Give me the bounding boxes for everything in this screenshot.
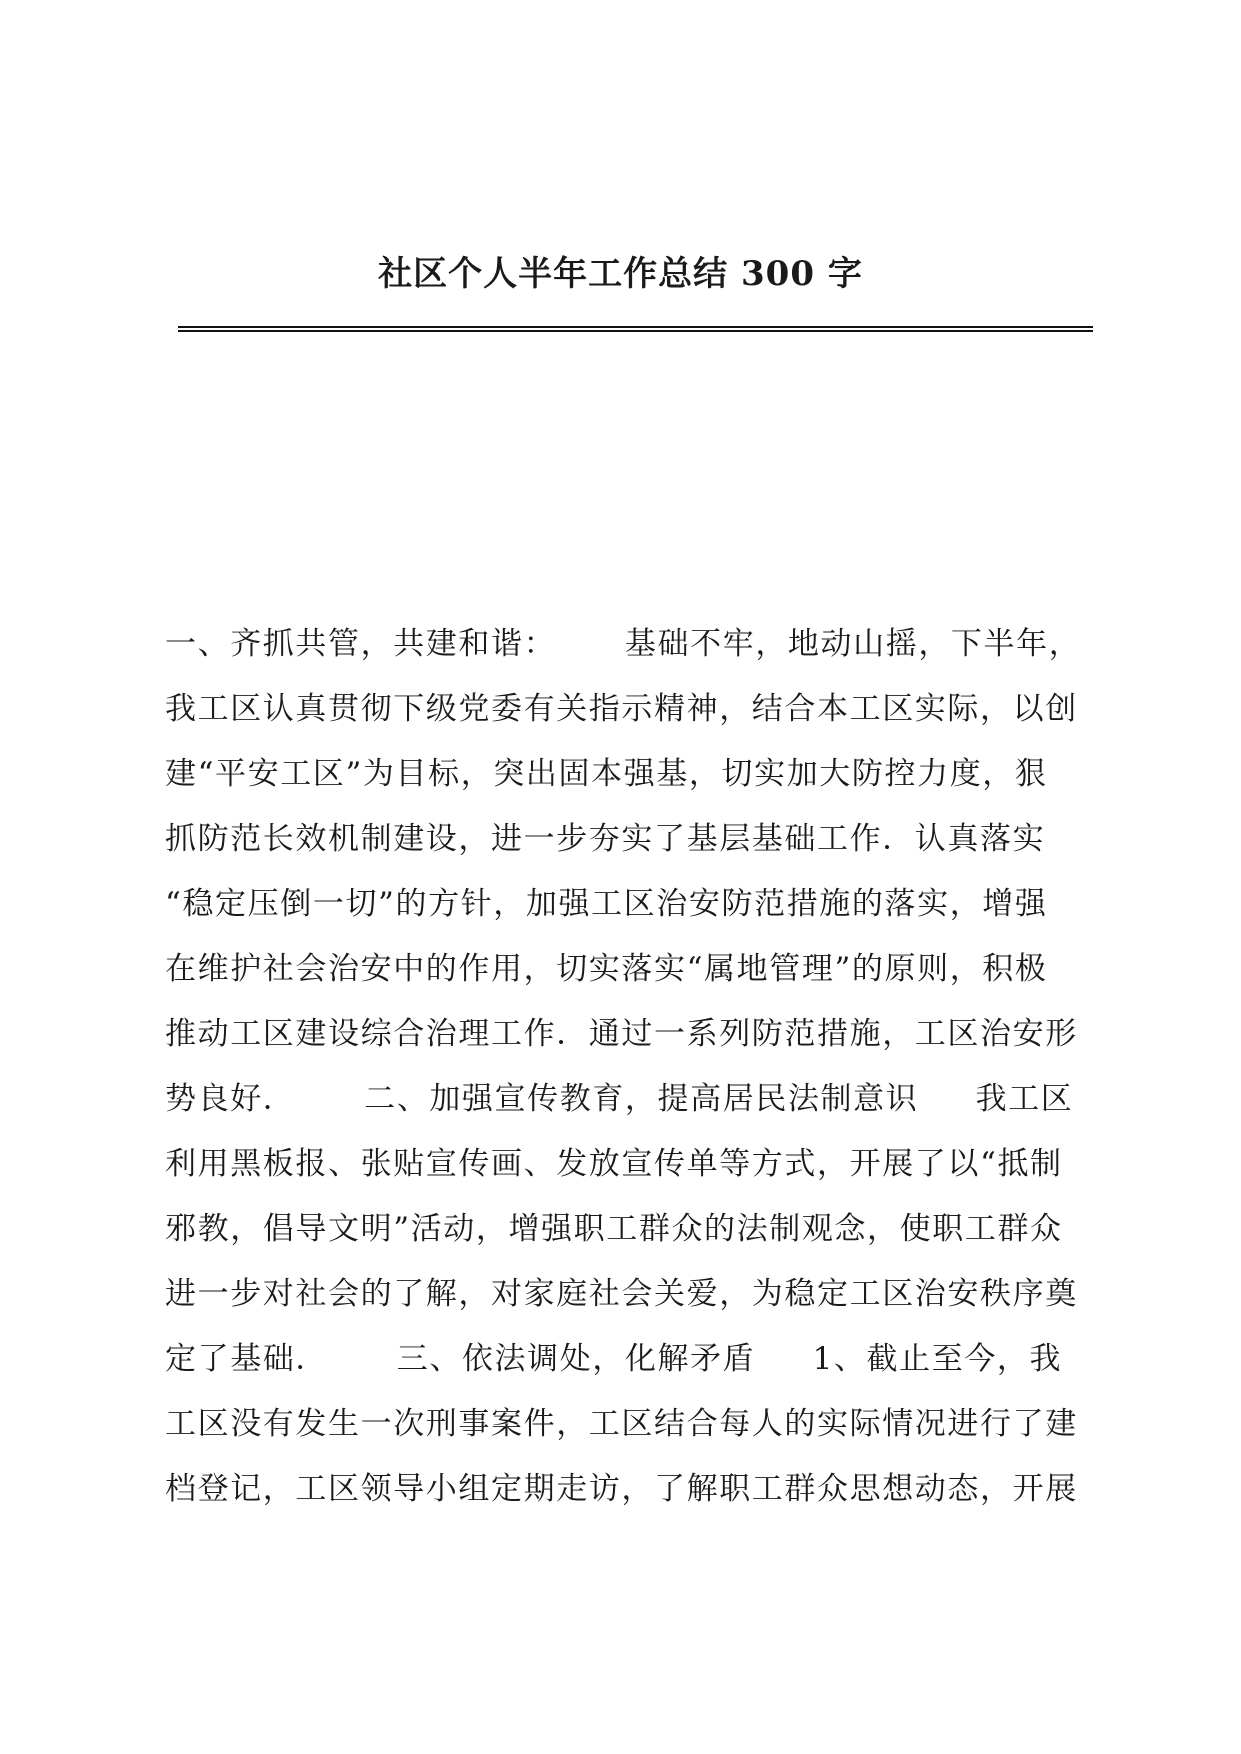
body-line: 工区没有发生一次刑事案件，工区结合每人的实际情况进行了建 xyxy=(165,1406,1078,1442)
body-line: 进一步对社会的了解，对家庭社会关爱，为稳定工区治安秩序奠 xyxy=(165,1276,1078,1312)
document-title: 社区个人半年工作总结 300 字 xyxy=(378,254,863,294)
body-line: 我工区认真贯彻下级党委有关指示精神，结合本工区实际，以创 xyxy=(165,691,1078,727)
body-line: “稳定压倒一切”的方针，加强工区治安防范措施的落实，增强 xyxy=(165,886,1048,922)
body-line: 利用黑板报、张贴宣传画、发放宣传单等方式，开展了以“抵制 xyxy=(165,1146,1063,1182)
body-line: 推动工区建设综合治理工作．通过一系列防范措施，工区治安形 xyxy=(165,1016,1078,1052)
body-line: 邪教，倡导文明”活动，增强职工群众的法制观念，使职工群众 xyxy=(165,1211,1063,1247)
body-line: 抓防范长效机制建设，进一步夯实了基层基础工作．认真落实 xyxy=(165,821,1046,857)
body-line: 定了基础． 三、依法调处，化解矛盾 1、截止至今，我 xyxy=(165,1341,1063,1377)
body-line: 势良好． 二、加强宣传教育，提高居民法制意识 我工区 xyxy=(165,1081,1074,1117)
body-line: 在维护社会治安中的作用，切实落实“属地管理”的原则，积极 xyxy=(165,951,1048,987)
body-line: 建“平安工区”为目标，突出固本强基，切实加大防控力度，狠 xyxy=(165,756,1048,792)
body-line: 一、齐抓共管，共建和谐： 基础不牢，地动山摇，下半年， xyxy=(165,626,1082,662)
document-body xyxy=(165,612,1100,1522)
title-double-rule xyxy=(178,326,1093,332)
body-line: 档登记，工区领导小组定期走访，了解职工群众思想动态，开展 xyxy=(165,1471,1078,1507)
